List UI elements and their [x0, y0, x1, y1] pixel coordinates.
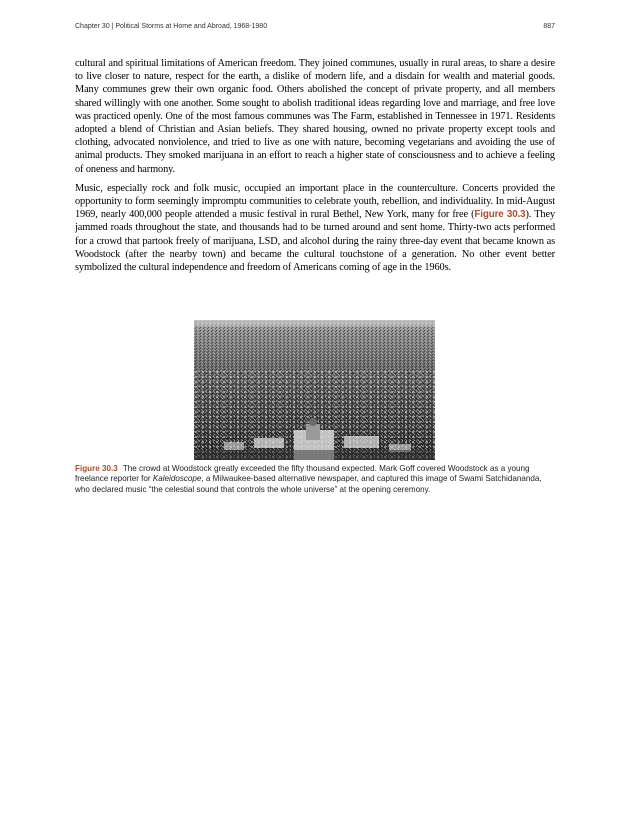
figure-caption	[75, 464, 547, 495]
paragraph-communes: cultural and spiritual limitations of American freedom. They joined communes, usually in rural areas, to share a desire to live closer to nature, respect for the earth, a dislike of modern life, and a disdain for wealth and material goods. Many communes grew their own organic food. Others abolished the concept of private property, and all members shared willingly with one another. Some sought to abolish traditional ideas regarding love and marriage, and free love was practiced openly. One of the most famous communes was The Farm, established in Tennessee in 1971. Residents adopted a blend of Christian and Asian beliefs. They shared housing, owned no private property except tools and clothing, advocated nonviolence, and tried to live as one with nature, becoming vegetarians and avoiding the use of animal products. They smoked marijuana in an effort to reach a higher state of consciousness and to achieve a feeling of oneness and harmony.	[75, 58, 555, 175]
woodstock-photo	[194, 320, 435, 460]
paragraph-music-end: ). They jammed roads throughout the state, and thousands had to be turned around and sent home. Thirty-two acts performed for a crowd that partook freely of marijuana, LSD, and alcohol during the rainy three-day event that became known as Woodstock (after the nearby town) and became the cultural touchstone of a generation. No other event better symbolized the cultural independence and freedom of Americans coming of age in the 1960s.	[75, 209, 556, 274]
caption-publication: Kaleidoscope	[152, 474, 202, 484]
caption-text-end: , a Milwaukee-based alternative newspaper, and captured this image of Swami Satchidananda, who declared music “the celestial sound that controls the whole universe” at the opening ceremony.	[75, 474, 542, 494]
paragraph-music	[75, 182, 555, 274]
figure-link[interactable]: Figure 30.3	[474, 209, 526, 221]
figure-label: Figure 30.3	[75, 464, 118, 473]
caption-text-start: The crowd at Woodstock greatly exceeded the fifty thousand expected. Mark Goff covered Woodstock as a young freelance reporter for	[75, 464, 530, 484]
body-text	[75, 57, 555, 280]
paragraph-music-start: Music, especially rock and folk music, occupied an important place in the counterculture. Concerts provided the opportunity to form seemingly impromptu communities to celebrate youth, rebellion, and individuality. In mid-August 1969, nearly 400,000 people attended a music festival in rural Bethel, New York, many for free (	[75, 182, 555, 221]
chapter-title: Chapter 30 | Political Storms at Home and Abroad, 1968-1980	[75, 23, 268, 30]
page-number: 887	[543, 23, 555, 30]
